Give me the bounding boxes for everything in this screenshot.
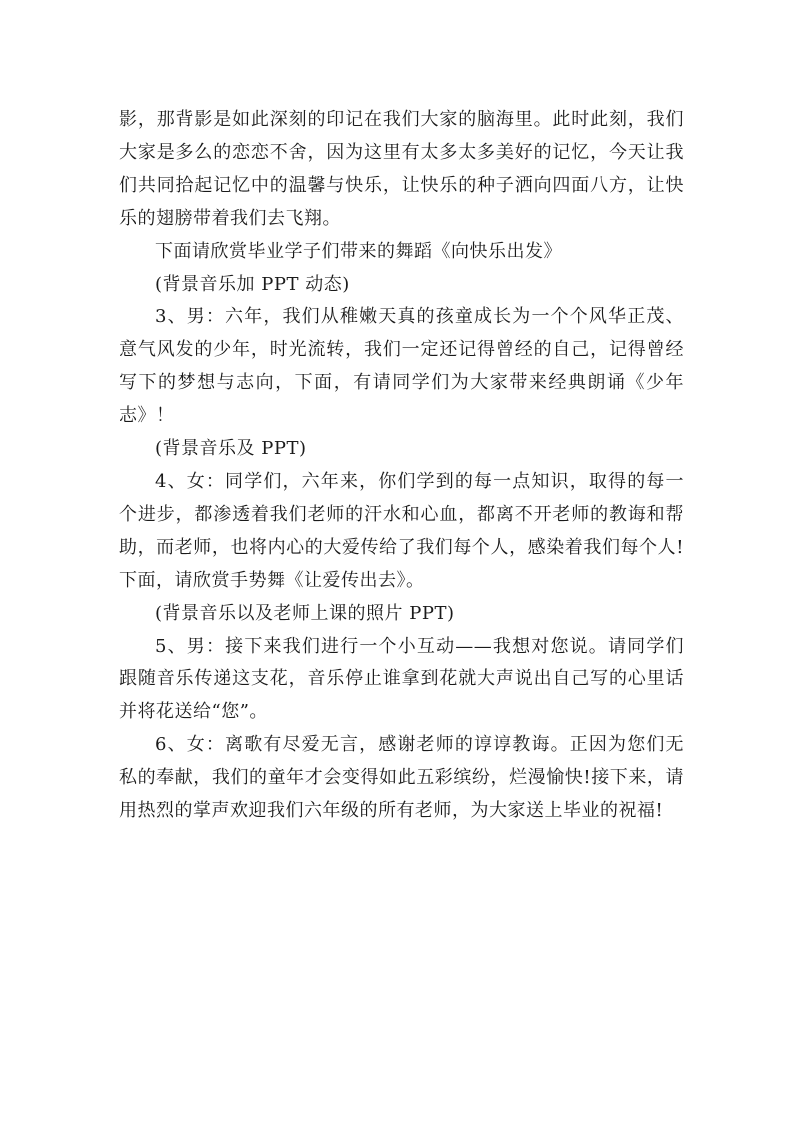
stage-note-music-ppt-dynamic: (背景音乐加 PPT 动态) <box>155 273 350 295</box>
paragraph-line-5-male: 5、男：接下来我们进行一个小互动——我想对您说。请同学们跟随音乐传递这支花，音乐停止谁拿到花就大声说出自己写的心里话并将花送给“您”。 <box>119 635 684 723</box>
stage-note-music-ppt: (背景音乐及 PPT) <box>155 438 307 460</box>
paragraph-line-3-male: 3、男：六年，我们从稚嫩天真的孩童成长为一个个风华正茂、意气风发的少年，时光流转，我们一定还记得曾经的自己，记得曾经写下的梦想与志向，下面，有请同学们为大家带来经典朗诵《少年志》！ <box>119 306 684 427</box>
paragraph-line-4-female: 4、女：同学们，六年来，你们学到的每一点知识，取得的每一个进步，都渗透着我们老师的汗水和心血，都离不开老师的教诲和帮助，而老师，也将内心的大爱传给了我们每个人，感染着我们每个人!下面，请欣赏手势舞《让爱传出去》。 <box>119 470 684 591</box>
paragraph-line-6-female: 6、女：离歌有尽爱无言，感谢老师的谆谆教诲。正因为您们无私的奉献，我们的童年才会变得如此五彩缤纷，烂漫愉快!接下来，请用热烈的掌声欢迎我们六年级的所有老师，为大家送上毕业的祝福! <box>119 734 684 822</box>
stage-note-teacher-photos: (背景音乐以及老师上课的照片 PPT) <box>155 602 455 624</box>
document-body <box>119 104 684 828</box>
paragraph-continuation: 影，那背影是如此深刻的印记在我们大家的脑海里。此时此刻，我们大家是多么的恋恋不舍，因为这里有太多太多美好的记忆，今天让我们共同拾起记忆中的温馨与快乐，让快乐的种子洒向四面八方，让快乐的翅膀带着我们去飞翔。 <box>119 109 684 229</box>
paragraph-dance-intro: 下面请欣赏毕业学子们带来的舞蹈《向快乐出发》 <box>155 240 562 262</box>
